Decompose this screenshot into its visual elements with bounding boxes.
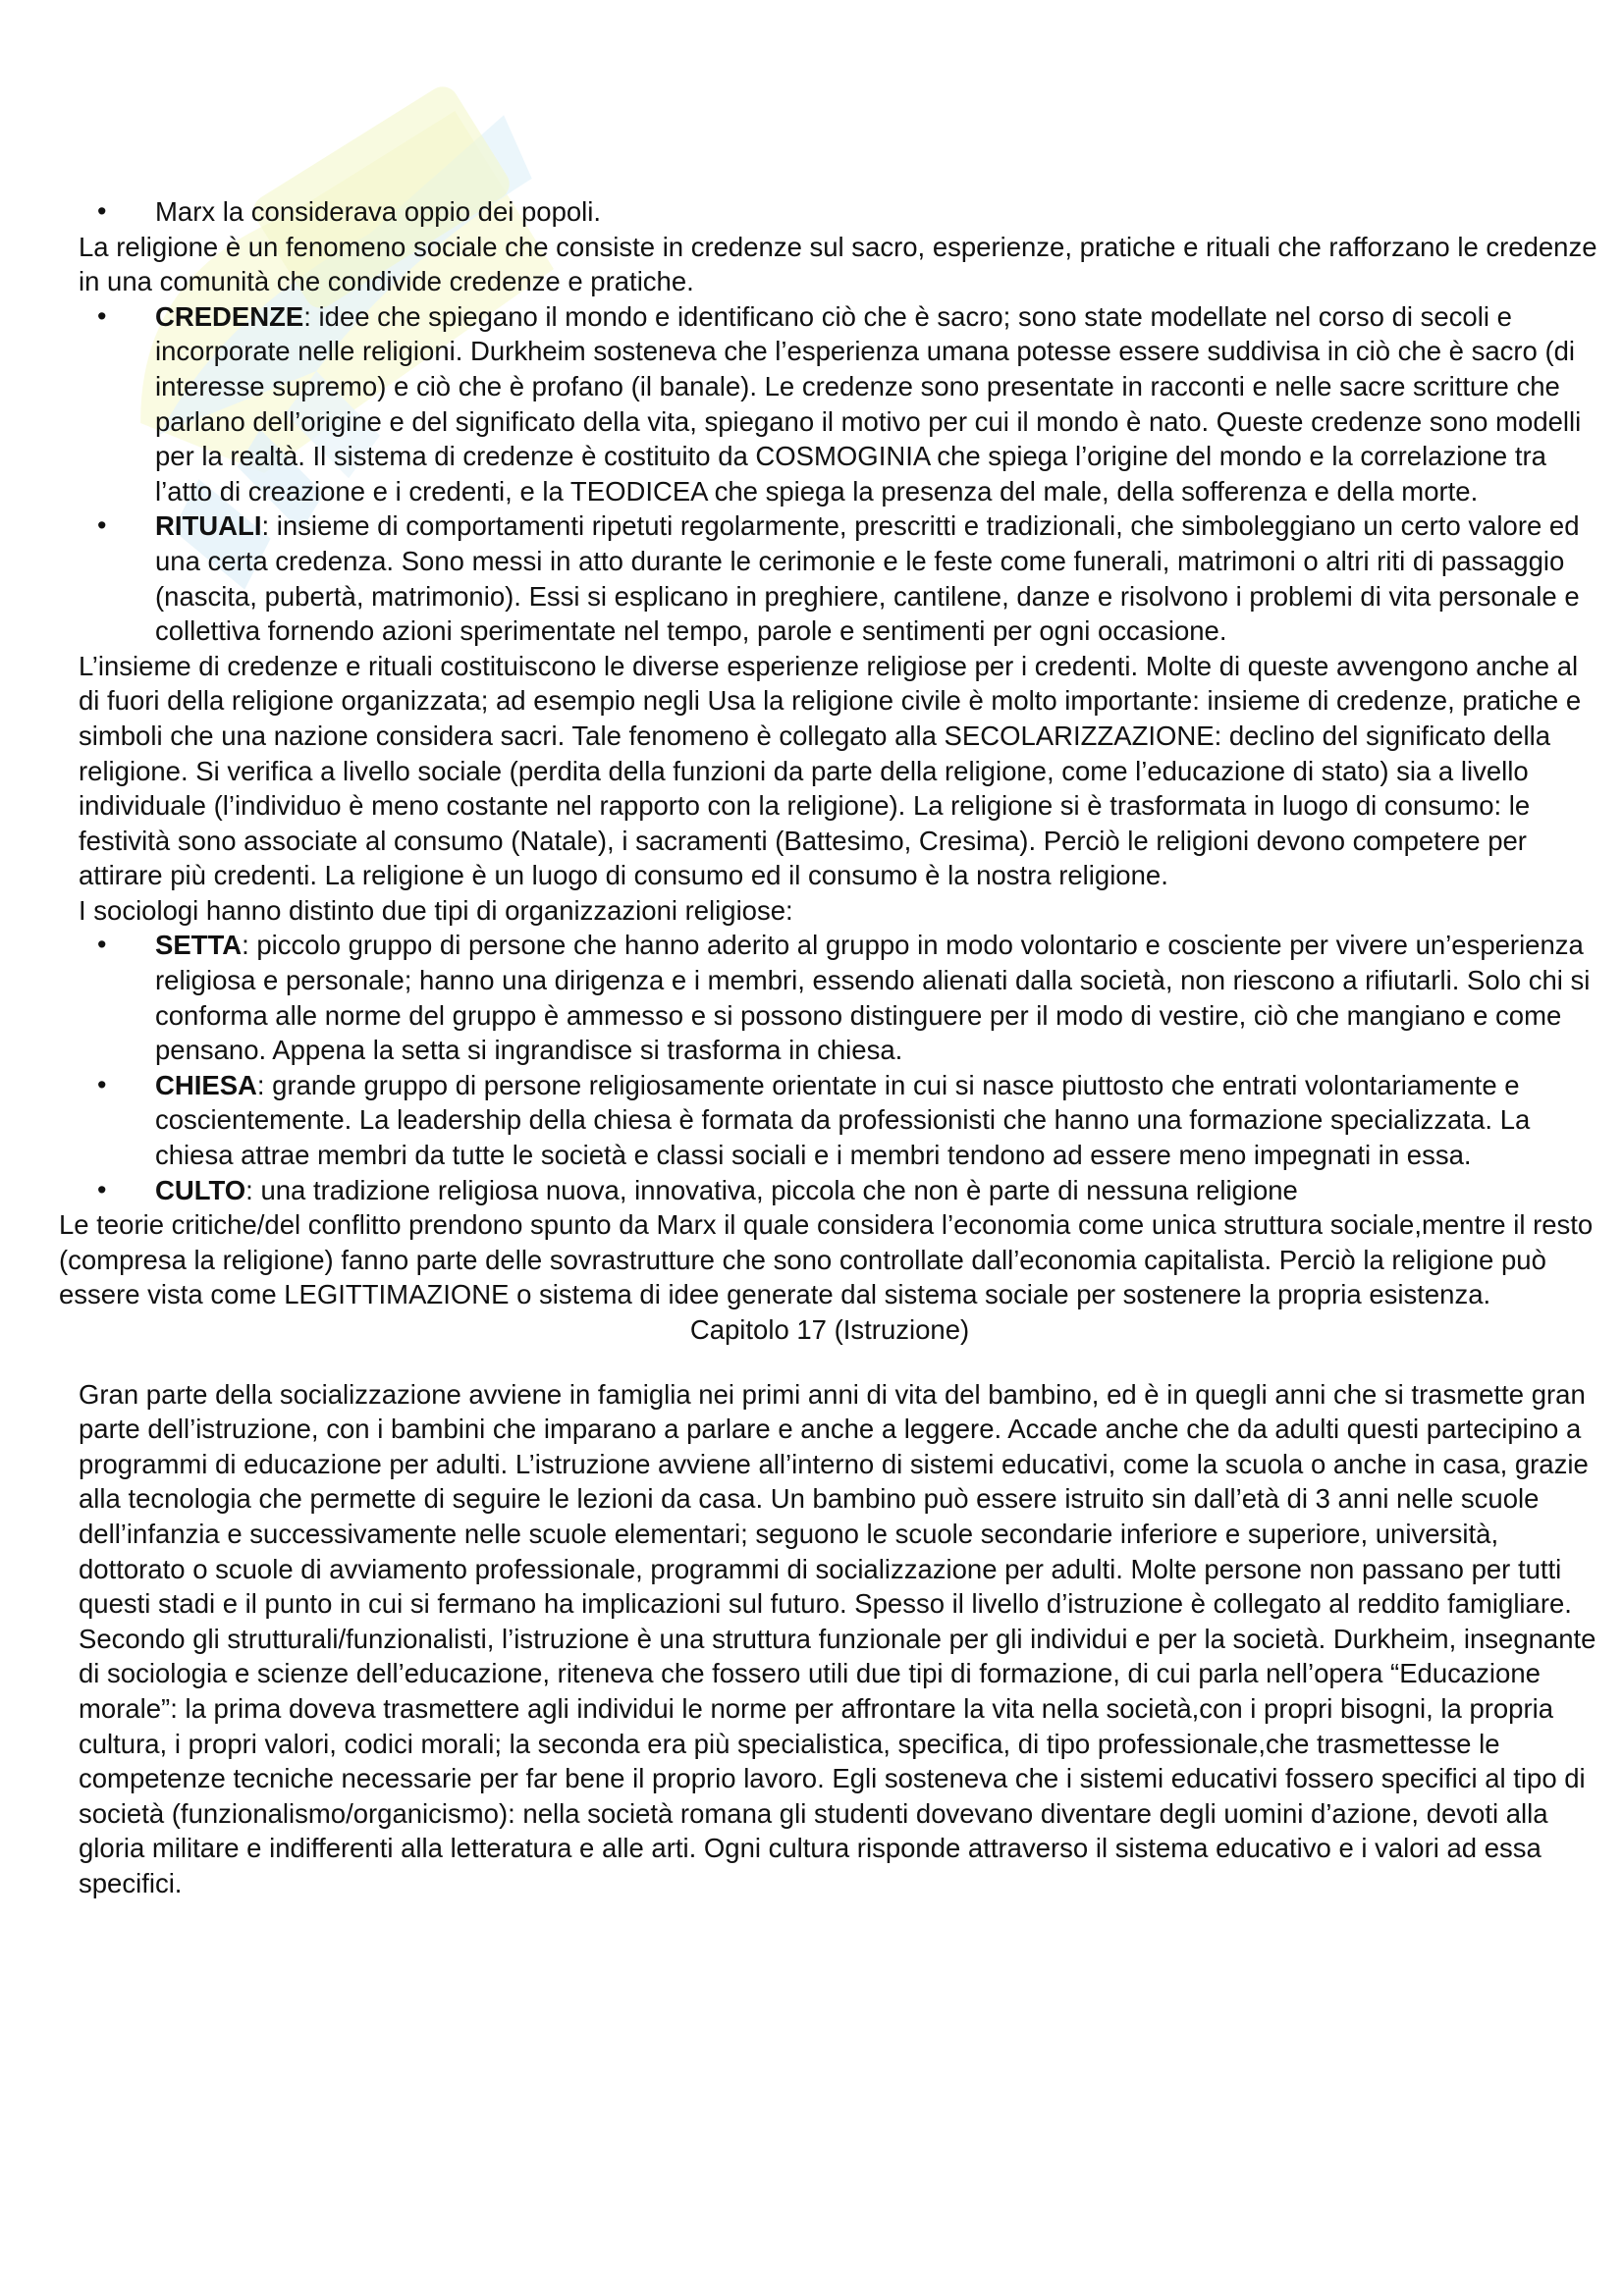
term-credenze: CREDENZE	[155, 300, 304, 332]
paragraph-istruzione-2: Secondo gli strutturali/funzionalisti, l’istruzione è una struttura funzionale per gli individui e per la società. Durkheim, insegnante di sociologia e scienze dell’educazione, riteneva che fossero utili due tipi di formazione, di cui parla nell’opera “Educazione morale”: la prima doveva trasmettere agli individui le norme per affrontare la vita nella società,con i propri bisogni, la propria cultura, i propri valori, codici morali; la seconda era più specialistica, specifica, di tipo professionale,che trasmettesse le competenze tecniche necessarie per far bene il proprio lavoro. Egli sosteneva che i sistemi educativi fossero specifici al tipo di società (funzionalismo/organicismo): nella società romana gli studenti dovevano diventare degli uomini d’azione, devoti alla gloria militare e indifferenti alla letteratura e alle arti. Ogni cultura risponde attraverso il sistema educativo e i valori ad essa specifici.	[79, 1623, 1596, 1898]
paragraph-religione: La religione è un fenomeno sociale che consiste in credenze sul sacro, esperienze, pratiche e rituali che rafforzano le credenze in una comunità che condivide credenze e pratiche.	[79, 231, 1597, 297]
list-item-setta: • SETTA: piccolo gruppo di persone che hanno aderito al gruppo in modo volontario e cosciente per vivere un’esperienza religiosa e personale; hanno una dirigenza e i membri, essendo alienati dalla società, non riescono a rifiutarli. Solo chi si conforma alle norme del gruppo è ammesso e si possono distinguere per il modo di vestire, ciò che mangiano e come pensano. Appena la setta si ingrandisce si trasforma in chiesa.	[98, 928, 1600, 1067]
beliefs-list	[59, 299, 1600, 649]
spacer	[59, 1348, 1600, 1377]
paragraph-insieme: L’insieme di credenze e rituali costituiscono le diverse esperienze religiose per i credenti. Molte di queste avvengono anche al di fuori della religione organizzata; ad esempio negli Usa la religione civile è molto importante: insieme di credenze, pratiche e simboli che una nazione considera sacri. Tale fenomeno è collegato alla SECOLARIZZAZIONE: declino del significato della religione. Si verifica a livello sociale (perdita della funzioni da parte della religione, come l’educazione di stato) sia a livello individuale (l’individuo è meno costante nel rapporto con la religione). La religione si è trasformata in luogo di consumo: le festività sono associate al consumo (Natale), i sacramenti (Battesimo, Cresima). Perciò le religioni devono competere per attirare più credenti. La religione è un luogo di consumo ed il consumo è la nostra religione.	[79, 650, 1582, 891]
list-item-rituali: • RITUALI: insieme di comportamenti ripetuti regolarmente, prescritti e tradizionali, che simboleggiano un certo valore ed una certa credenza. Sono messi in atto durante le cerimonie e le feste come funerali, matrimoni o altri riti di passaggio (nascita, pubertà, matrimonio). Essi si esplicano in preghiere, cantilene, danze e risolvono i problemi di vita personale e collettiva fornendo azioni sperimentate nel tempo, parole e sentimenti per ogni occasione.	[98, 508, 1600, 648]
list-item: • Marx la considerava oppio dei popoli.	[98, 194, 1600, 230]
list-item-culto: • CULTO: una tradizione religiosa nuova, innovativa, piccola che non è parte di nessuna religione	[98, 1173, 1600, 1208]
term-culto: CULTO	[155, 1174, 246, 1205]
term-chiesa: CHIESA	[155, 1069, 257, 1100]
paragraph-istruzione-1: Gran parte della socializzazione avviene in famiglia nei primi anni di vita del bambino, ed è in quegli anni che si trasmette gran parte dell’istruzione, con i bambini che imparano a parlare e anche a leggere. Accade anche che da adulti questi partecipino a programmi di educazione per adulti. L’istruzione avviene all’interno di sistemi educativi, come la scuola o anche in casa, grazie alla tecnologia che permette di seguire le lezioni da casa. Un bambino può essere istruito sin dall’età di 3 anni nelle scuole dell’infanzia e successivamente nelle scuole elementari; seguono le scuole secondarie inferiore e superiore, università, dottorato o scuole di avviamento professionale, programmi di socializzazione per adulti. Molte persone non passano per tutti questi stadi e il punto in cui si fermano ha implicazioni sul futuro. Spesso il livello d’istruzione è collegato al reddito famigliare.	[79, 1378, 1589, 1620]
term-setta: SETTA	[155, 930, 243, 961]
organizations-list	[59, 928, 1600, 1207]
paragraph-teorie: Le teorie critiche/del conflitto prendono spunto da Marx il quale considera l’economia come unica struttura sociale,mentre il resto (compresa la religione) fanno parte delle sovrastrutture che sono controllate dall’economia capitalista. Perciò la religione può essere vista come LEGITTIMAZIONE o sistema di idee generate dal sistema sociale per sostenere la propria esistenza.	[59, 1209, 1594, 1310]
list-item-chiesa: • CHIESA: grande gruppo di persone religiosamente orientate in cui si nasce piuttosto che entrati volontariamente e coscientemente. La leadership della chiesa è formata da professionisti che hanno una formazione specializzata. La chiesa attrae membri da tutte le società e classi sociali e i membri tendono ad essere meno impegnati in essa.	[98, 1068, 1600, 1173]
list-item-credenze: • CREDENZE: idee che spiegano il mondo e identificano ciò che è sacro; sono state modellate nel corso di secoli e incorporate nelle religioni. Durkheim sosteneva che l’esperienza umana potesse essere suddivisa in ciò che è sacro (di interesse supremo) e ciò che è profano (il banale). Le credenze sono presentate in racconti e nelle sacre scritture che parlano dell’origine e del significato della vita, spiegano il motivo per cui il mondo è nato. Queste credenze sono modelli per la realtà. Il sistema di credenze è costituito da COSMOGINIA che spiega l’origine del mondo e la correlazione tra l’atto di creazione e i credenti, e la TEODICEA che spiega la presenza del male, della sofferenza e della morte.	[98, 299, 1600, 509]
chapter-title: Capitolo 17 (Istruzione)	[689, 1314, 970, 1345]
section-religione	[59, 194, 1600, 1901]
term-rituali: RITUALI	[155, 510, 262, 542]
intro-list	[59, 194, 1600, 230]
paragraph-sociologi: I sociologi hanno distinto due tipi di organizzazioni religiose:	[79, 894, 793, 926]
